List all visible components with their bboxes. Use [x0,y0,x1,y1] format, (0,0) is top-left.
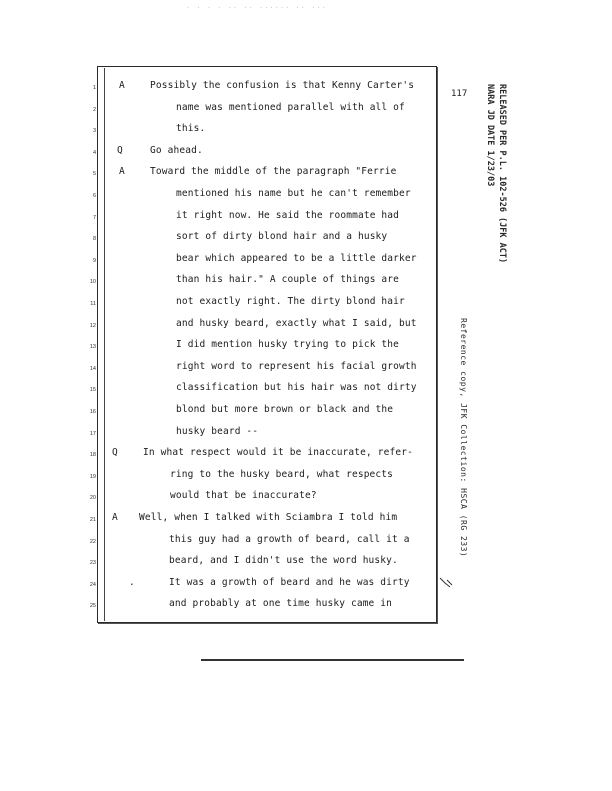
speaker-label: . [129,576,135,588]
line-number: 7 [92,214,96,221]
release-stamp-line-2: NARA JD DATE 1/23/03 [485,84,495,187]
line-text: blond but more brown or black and the [176,404,394,415]
line-text: name was mentioned parallel with all of [176,101,405,113]
release-stamp-line-1: RELEASED PER P.L. 102-526 (JFK ACT) [497,84,507,264]
transcript-line [0,80,612,102]
transcript-line [0,382,612,404]
transcript-line [0,166,612,188]
transcript-line [0,296,612,318]
line-text: In what respect would it be inaccurate, refer- [143,447,413,459]
line-number: 16 [89,409,96,415]
transcript-line [0,404,612,426]
line-text: right word to represent his facial growth [176,360,417,372]
line-text: would that be inaccurate? [170,490,317,502]
line-number: 15 [89,387,96,394]
transcript-line [0,339,612,361]
line-text: bear which appeared to be a little darker [176,252,417,264]
speaker-label: A [112,512,118,523]
line-number: 18 [89,452,96,459]
line-text: it right now. He said the roommate had [176,209,400,221]
transcript-line [0,274,612,296]
line-number: 25 [89,603,96,610]
speaker-label: A [119,166,125,178]
line-text: Go ahead. [150,144,203,156]
transcript-line [0,188,612,210]
transcript-line [0,447,612,469]
line-text: this guy had a growth of beard, call it a [169,533,410,545]
line-number: 9 [92,257,96,264]
line-text: Well, when I talked with Sciambra I told him [139,512,398,523]
transcript-line [0,253,612,275]
transcript-line [0,210,612,232]
line-text: not exactly right. The dirty blond hair [176,296,405,307]
line-text: husky beard -- [176,425,259,437]
line-number: 22 [89,538,96,545]
line-number: 24 [89,581,96,588]
transcript-line [0,123,612,145]
line-text: and probably at one time husky came in [169,598,393,610]
line-text: mentioned his name but he can't remember [176,188,411,199]
line-number: 12 [89,322,96,329]
line-number: 17 [89,430,96,437]
line-text: Possibly the confusion is that Kenny Carter's [150,80,415,91]
transcript-line [0,318,612,340]
line-text: beard, and I didn't use the word husky. [169,555,398,567]
transcript-line [0,577,612,599]
line-number: 1 [92,85,96,91]
line-number: 13 [89,344,96,351]
line-text: than his hair." A couple of things are [176,274,400,286]
line-number: 23 [89,560,96,567]
line-text: Toward the middle of the paragraph "Ferrie [150,166,397,178]
line-text: I did mention husky trying to pick the [176,339,400,351]
line-number: 10 [89,279,96,286]
faint-header-text: · · · · ·· ·· ······ ·· ··· [186,4,327,12]
line-text: and husky beard, exactly what I said, but [176,317,417,329]
speaker-label: A [119,80,125,91]
line-number: 2 [92,106,96,113]
speaker-label: Q [112,447,118,459]
transcript-line [0,231,612,253]
line-number: 19 [89,473,96,480]
line-text: classification but his hair was not dirty [176,382,417,394]
transcript-line [0,361,612,383]
line-text: this. [176,123,206,135]
line-number: 20 [89,495,96,502]
transcript-line [0,102,612,124]
line-number: 4 [92,149,96,156]
transcript-line [0,598,612,620]
speaker-label: Q [117,144,123,156]
line-number: 3 [92,128,96,135]
transcript-line [0,534,612,556]
line-number: 14 [89,365,96,372]
transcript-line [0,145,612,167]
line-text: ring to the husky beard, what respects [170,468,394,480]
transcript-line [0,512,612,534]
transcript-line [0,426,612,448]
line-number: 6 [92,193,96,199]
line-number: 5 [92,171,96,178]
line-number: 21 [89,517,96,523]
transcript-line [0,469,612,491]
reference-copy-note: Reference copy, JFK Collection: HSCA (RG 233) [459,318,468,558]
page-number: 117 [451,89,468,99]
transcript-line [0,555,612,577]
line-number: 8 [92,236,96,243]
line-number: 11 [90,301,96,307]
transcript-line [0,490,612,512]
line-text: sort of dirty blond hair and a husky [176,231,388,243]
line-text: It was a growth of beard and he was dirty [169,576,410,588]
footer-rule [201,659,464,661]
